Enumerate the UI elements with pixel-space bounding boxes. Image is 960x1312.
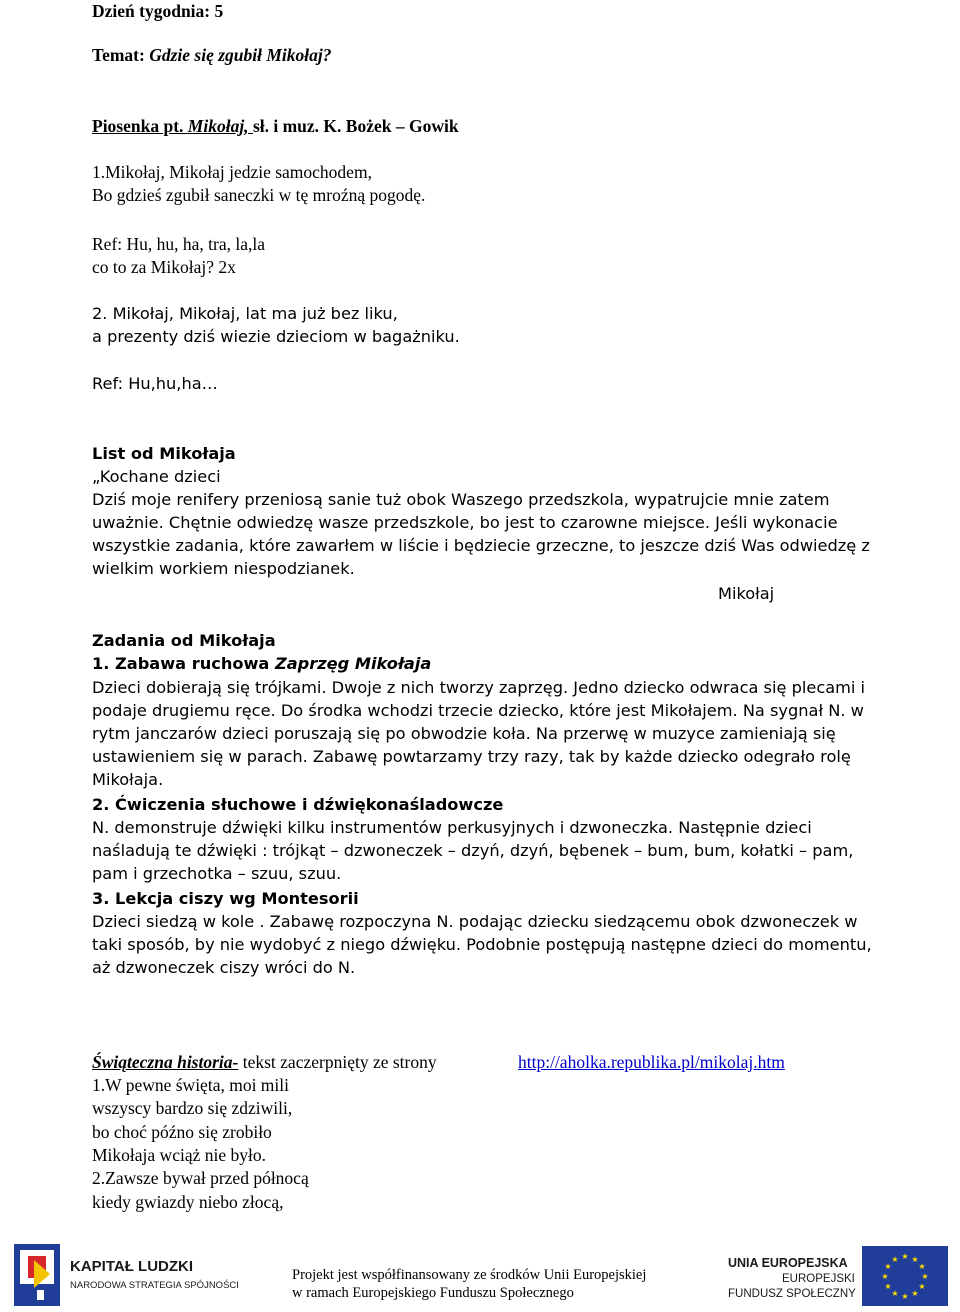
song-line: co to za Mikołaj? 2x (92, 257, 236, 277)
song-line: 2. Mikołaj, Mikołaj, lat ma już bez liku, (92, 304, 398, 323)
task2-heading: 2. Ćwiczenia słuchowe i dźwiękonaśladowcze (92, 795, 504, 814)
song-refrain: Ref: Hu,hu,ha… (92, 374, 218, 393)
story-title: Świąteczna historia- (92, 1052, 239, 1072)
svg-text:★: ★ (911, 1289, 919, 1298)
task3-heading: 3. Lekcja ciszy wg Montesorii (92, 889, 359, 908)
song-title-prefix: Piosenka pt. (92, 116, 188, 136)
letter-body: Dziś moje renifery przeniosą sanie tuż obok Waszego przedszkola, wypatrujcie mnie zatem uważnie. Chętnie odwiedzę wasze przedszkole, bo jest to czarowne miejsce. Jeśli wykonacie wszystkie zadania, które zawarłem w liście i będziecie grzeczne, to jeszcze dziś Was odwiedzę z wielkim workiem niespodzianek. (92, 490, 870, 578)
svg-text:★: ★ (921, 1272, 929, 1281)
task3-body: Dzieci siedzą w kole . Zabawę rozpoczyna N. podając dziecku siedzącemu obok dzwoneczek w taki sposób, by nie wydobyć z niego dźwięku. Podobnie postępują następne dzieci do momentu, aż dzwoneczek ciszy wróci do N. (92, 912, 872, 977)
story-source-text: tekst zaczerpnięty ze strony (238, 1052, 437, 1072)
tasks-title: Zadania od Mikołaja (92, 631, 276, 650)
svg-text:★: ★ (881, 1272, 889, 1281)
day-label: Dzień tygodnia: 5 (92, 1, 224, 21)
letter-greeting: „Kochane dzieci (92, 467, 221, 486)
kl-logo-title: KAPITAŁ LUDZKI (70, 1258, 194, 1275)
eu-logo-line-1: UNIA EUROPEJSKA (728, 1256, 848, 1270)
eu-logo-line-2: EUROPEJSKI (782, 1273, 855, 1285)
task1-heading-text: 1. Zabawa ruchowa (92, 654, 275, 673)
letter-signature: Mikołaj (718, 584, 775, 603)
topic-label: Temat: (92, 45, 150, 65)
kl-logo-subtitle: NARODOWA STRATEGIA SPÓJNOŚCI (70, 1280, 239, 1291)
story-line: Mikołaja wciąż nie było. (92, 1145, 266, 1165)
topic-value: Gdzie się zgubił Mikołaj? (149, 45, 332, 65)
song-refrain: Ref: Hu, hu, ha, tra, la,la (92, 234, 266, 254)
footer (0, 1236, 960, 1312)
eu-flag-icon (862, 1246, 948, 1306)
eu-logo-line-3: FUNDUSZ SPOŁECZNY (728, 1288, 856, 1300)
svg-text:★: ★ (891, 1255, 899, 1264)
song-title (92, 115, 459, 137)
task1-heading-italic: Zaprzęg Mikołaja (275, 654, 432, 673)
story-heading (92, 1051, 437, 1073)
story-source-link[interactable]: http://aholka.republika.pl/mikolaj.htm (518, 1052, 785, 1072)
funding-line-1: Projekt jest współfinansowany ze środków Unii Europejskiej (292, 1267, 647, 1283)
song-title-name: Mikołaj, (187, 116, 253, 136)
svg-text:★: ★ (918, 1282, 926, 1291)
svg-text:★: ★ (901, 1292, 909, 1301)
svg-text:★: ★ (918, 1262, 926, 1271)
story-line: 2.Zawsze bywał przed północą (92, 1168, 309, 1188)
song-line: 1.Mikołaj, Mikołaj jedzie samochodem, (92, 162, 372, 182)
song-title-rest: sł. i muz. K. Bożek – Gowik (252, 116, 459, 136)
story-line: bo choć późno się zrobiło (92, 1122, 272, 1142)
svg-text:★: ★ (884, 1282, 892, 1291)
funding-line-2: w ramach Europejskiego Funduszu Społecznego (292, 1285, 574, 1301)
letter-title: List od Mikołaja (92, 444, 236, 463)
svg-text:★: ★ (911, 1255, 919, 1264)
task1-heading (92, 653, 431, 675)
topic-heading (92, 44, 332, 66)
svg-text:★: ★ (891, 1289, 899, 1298)
story-line: 1.W pewne święta, moi mili (92, 1075, 290, 1095)
svg-text:★: ★ (901, 1252, 909, 1261)
story-line: kiedy gwiazdy niebo złocą, (92, 1192, 284, 1212)
song-line: Bo gdzieś zgubił saneczki w tę mroźną pogodę. (92, 185, 426, 205)
svg-text:★: ★ (884, 1262, 892, 1271)
task2-body: N. demonstruje dźwięki kilku instrumentów perkusyjnych i dzwoneczka. Następnie dzieci naśladują te dźwięki : trójkąt – dzwoneczek – dzyń, dzyń, bębenek – bum, bum, kołatki – pam, pam i grzechotka – szuu, szuu. (92, 818, 854, 883)
kapital-ludzki-logo-icon (14, 1244, 60, 1306)
song-line: a prezenty dziś wiezie dzieciom w bagażniku. (92, 327, 460, 346)
task1-body: Dzieci dobierają się trójkami. Dwoje z nich tworzy zaprzęg. Jedno dziecko odwraca się plecami i podaje drugiemu ręce. Do środka wchodzi trzecie dziecko, które jest Mikołajem. Na sygnał N. w rytm janczarów dzieci poruszają się po obwodzie koła. Na przerwę w muzyce zamieniają się ustawieniem się w parach. Zabawę powtarzamy trzy razy, tak by każde dziecko odegrało rolę Mikołaja. (92, 678, 866, 789)
story-line: wszyscy bardzo się zdziwili, (92, 1098, 293, 1118)
